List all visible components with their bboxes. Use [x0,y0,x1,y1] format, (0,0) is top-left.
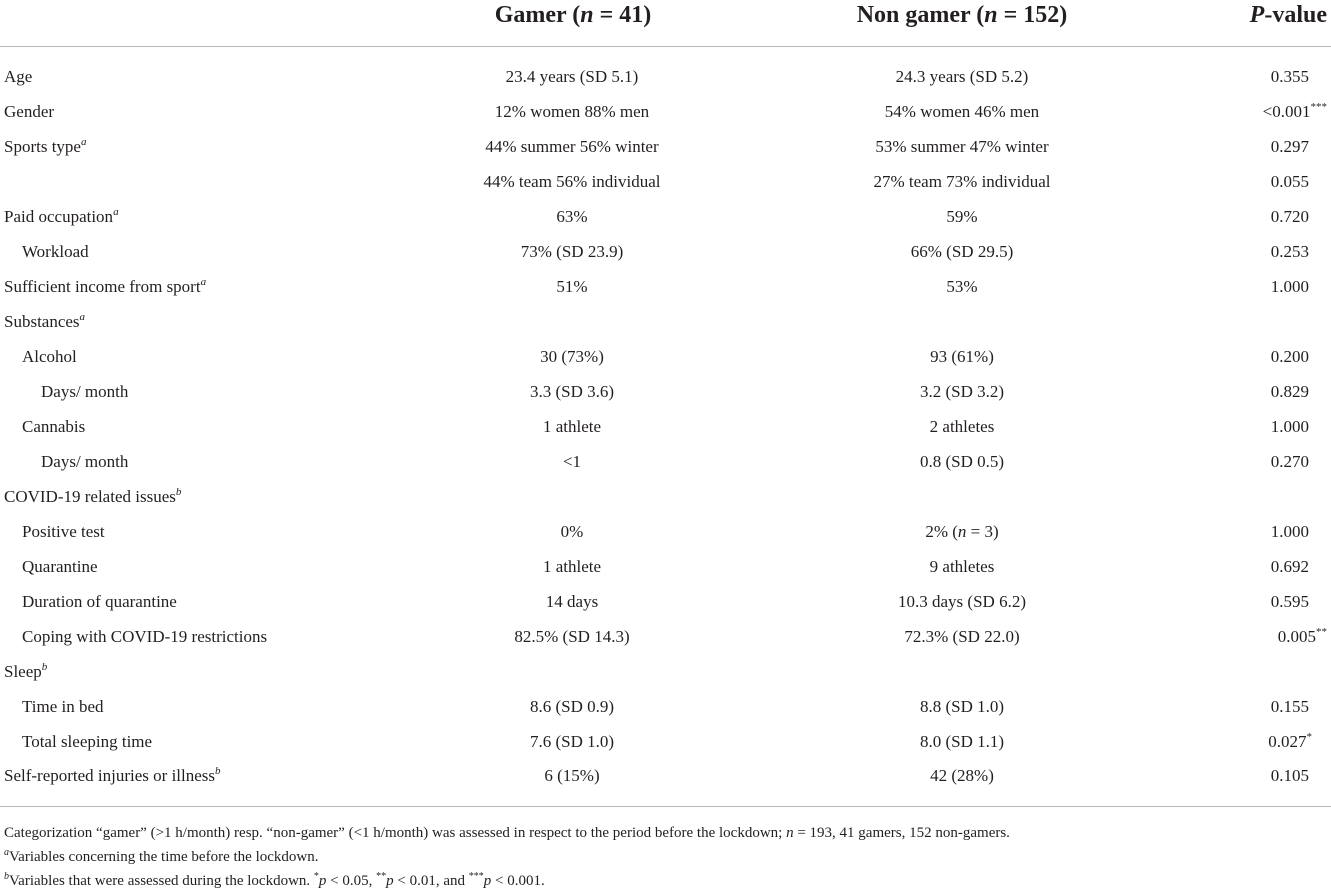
footnote-a: $^a$Variables concerning the time before the lockdown. [4,847,319,865]
table-row: Sufficient income from sport$^a$ 51% 53% 1.000 [4,276,1309,296]
table-row: Workload 73% (SD 23.9) 66% (SD 29.5) 0.253 [22,242,1309,261]
table-row: Time in bed 8.6 (SD 0.9) 8.8 (SD 1.0) 0.155 [22,697,1309,716]
table-row: Coping with COVID-19 restrictions 82.5% (SD 14.3) 72.3% (SD 22.0) 0.005** [22,626,1327,646]
footer-divider [0,806,1331,807]
table-row: Quarantine 1 athlete 9 athletes 0.692 [22,557,1309,576]
table-row: Substances$^a$ [4,311,86,331]
header-gamer: Gamer (n = 41) [494,2,652,28]
header-non-gamer: Non gamer (n = 152) [856,2,1068,28]
table-row: Duration of quarantine 14 days 10.3 days (SD 6.2) 0.595 [22,592,1309,611]
table-row: Cannabis 1 athlete 2 athletes 1.000 [22,417,1309,436]
table-row: Days/ month <1 0.8 (SD 0.5) 0.270 [41,452,1309,471]
table-row: Positive test 0% 2% (n = 3) 1.000 [22,522,1309,541]
table-row: Sports type$^a$ 44% summer 56% winter 53% summer 47% winter 0.297 [4,136,1309,156]
table-header [0,0,1331,38]
table-row: Self-reported injuries or illness$^b$ 6 (15%) 42 (28%) 0.105 [4,765,1309,785]
table-row: Gender 12% women 88% men 54% women 46% men <0.001*** [4,101,1327,121]
table-row: Paid occupation$^a$ 63% 59% 0.720 [4,206,1309,226]
table-row: Days/ month 3.3 (SD 3.6) 3.2 (SD 3.2) 0.829 [41,382,1309,401]
table-footnotes [4,821,1324,893]
table-row: Age 23.4 years (SD 5.1) 24.3 years (SD 5.2) 0.355 [4,67,1309,86]
footnote-b: $^b$Variables that were assessed during the lockdown. *p < 0.05, **p < 0.01, and ***p < 0.001. [4,871,545,889]
table-row: Alcohol 30 (73%) 93 (61%) 0.200 [22,347,1309,366]
table-row: COVID-19 related issues$^b$ [4,486,182,506]
header-p-value: P-value [1249,2,1327,28]
header-divider [0,46,1331,47]
footnote-categorization: Categorization “gamer” (>1 h/month) resp. “non-gamer” (<1 h/month) was assessed in respect to the period before the lockdown; n = 193, 41 gamers, 152 non-gamers. [4,825,1010,841]
table-row: 44% team 56% individual 27% team 73% individual 0.055 [483,172,1309,191]
table-row: Sleep$^b$ [4,661,48,681]
table-row: Total sleeping time 7.6 (SD 1.0) 8.0 (SD 1.1) 0.027* [22,731,1312,751]
